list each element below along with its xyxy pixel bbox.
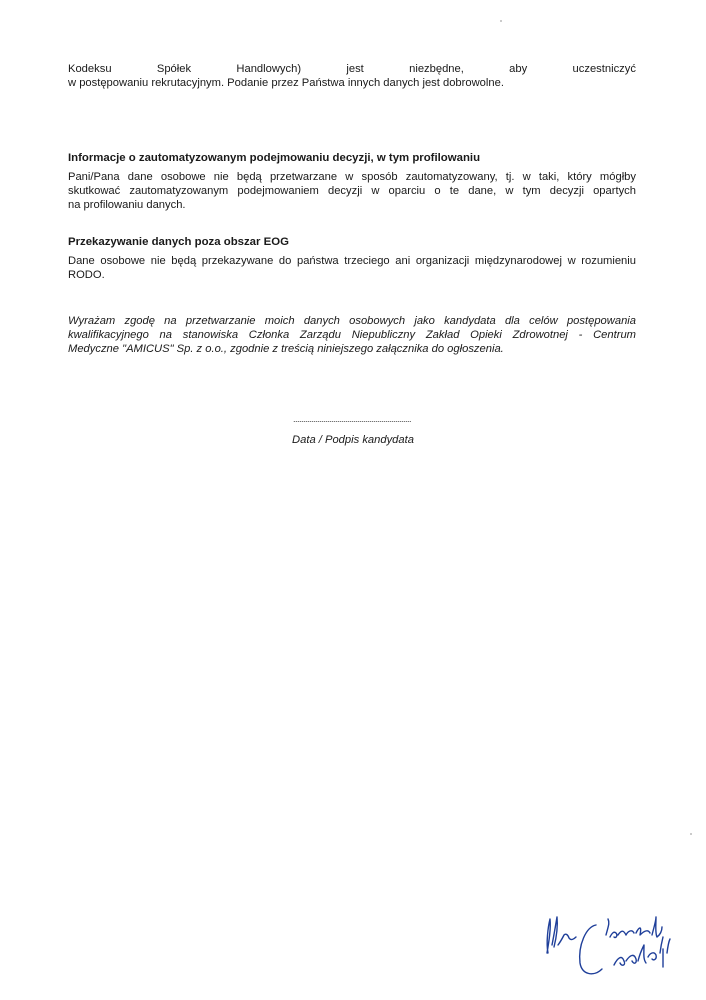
scan-speck — [690, 833, 692, 835]
profiling-line-3: na profilowaniu danych. — [68, 199, 186, 211]
handwritten-signature-image — [536, 905, 676, 985]
intro-word: Spółek — [156, 63, 192, 75]
transfer-line-2: RODO. — [68, 269, 105, 281]
profiling-paragraph — [68, 170, 636, 212]
profiling-heading: Informacje o zautomatyzowanym podejmowaniu decyzji, w tym profilowaniu — [68, 152, 481, 164]
intro-word: jest — [346, 63, 364, 75]
transfer-line-1: Dane osobowe nie będą przekazywane do państwa trzeciego ani organizacji międzynarodowej w rozumieniu — [68, 255, 636, 267]
intro-line-2: w postępowaniu rekrutacyjnym. Podanie przez Państwa innych danych jest dobrowolne. — [68, 77, 504, 89]
profiling-line-2: skutkować zautomatyzowanym podejmowaniem decyzji w oparciu o te dane, w tym decyzji opartych — [68, 185, 636, 197]
intro-paragraph — [68, 62, 636, 90]
consent-line-3: Medyczne "AMICUS" Sp. z o.o., zgodnie z treścią niniejszego załącznika do ogłoszenia. — [68, 343, 504, 355]
intro-line-1 — [68, 62, 636, 76]
signature-dotted-line: ........................................................... — [292, 414, 412, 424]
signature-caption: Data / Podpis kandydata — [292, 434, 414, 446]
consent-paragraph — [68, 314, 636, 356]
intro-word: Kodeksu — [68, 63, 112, 75]
consent-line-2: kwalifikacyjnego na stanowiska Członka Zarządu Niepubliczny Zakład Opieki Zdrowotnej - Centrum — [68, 329, 636, 341]
transfer-heading: Przekazywanie danych poza obszar EOG — [68, 236, 289, 248]
intro-word: niezbędne, — [409, 63, 464, 75]
transfer-paragraph — [68, 254, 636, 282]
profiling-line-1: Pani/Pana dane osobowe nie będą przetwarzane w sposób zautomatyzowany, tj. w taki, który mógłby — [68, 171, 636, 183]
intro-word: aby — [509, 63, 528, 75]
consent-line-1: Wyrażam zgodę na przetwarzanie moich danych osobowych jako kandydata dla celów postępowania — [68, 315, 636, 327]
intro-word: uczestniczyć — [572, 63, 636, 75]
scan-speck — [500, 20, 502, 22]
intro-word: Handlowych) — [236, 63, 302, 75]
